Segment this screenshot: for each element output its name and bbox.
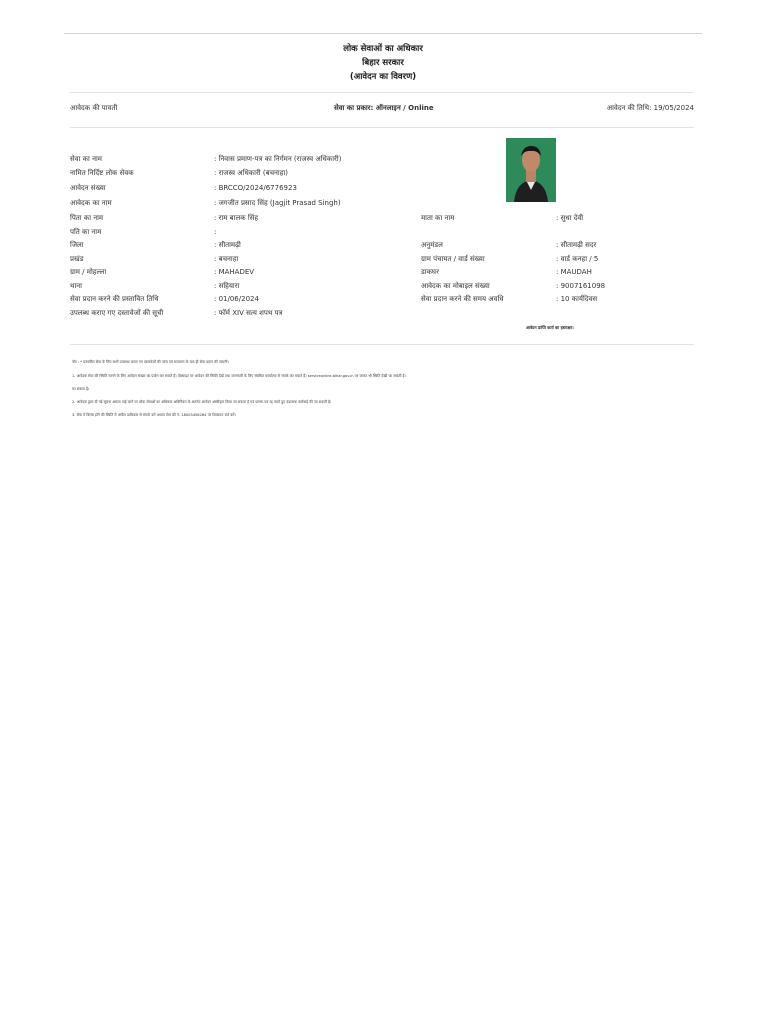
field-label: अनुमंडल bbox=[421, 241, 443, 249]
field-value: : BRCCO/2024/6776923 bbox=[214, 184, 297, 192]
applicant-photo-image bbox=[506, 138, 556, 202]
field-value: : सुधा देवी bbox=[556, 214, 584, 222]
field-label: ग्राम पंचायत / वार्ड संख्या bbox=[421, 255, 485, 263]
application-date: आवेदन की तिथि: 19/05/2024 bbox=[606, 104, 694, 112]
note-line: 2. आवेदक द्वारा दी गई सूचना असत्य पाई जाने पर लोक सेवाओं का अधिकार अधिनियम के अंतर्गत आवेदन अस्वीकृत किया जा सकता है एवं प्रमाण-पत्र रद्द करते हुए दंडात्मक कार्रवाई की जा सकती है। bbox=[72, 400, 332, 404]
field-label: डाकघर bbox=[421, 268, 439, 276]
divider bbox=[70, 127, 694, 128]
field-value: : बचनाहा bbox=[214, 255, 239, 263]
header-line-2: बिहार सरकार bbox=[362, 58, 404, 68]
field-value: : फॉर्म XIV सत्य शपथ पत्र bbox=[214, 309, 283, 317]
service-type: सेवा का प्रकार: ऑनलाइन / Online bbox=[334, 104, 434, 112]
field-label: प्रखंड bbox=[70, 255, 84, 263]
note-line: 1. आवेदक सेवा की स्थिति जानने के लिए आवेदन संख्या का प्रयोग कर सकते हैं। वेबसाइट पर आवेदन की स्थिति देखें तथा जानकारी के लिए संबंधित कार्यालय से संपर्क कर सकते हैं। serviceonline.bihar.gov.in पर जाकर भी स्थिति देखी जा सकती है। bbox=[72, 374, 406, 378]
note-line: का सकता है। bbox=[72, 387, 90, 391]
field-label: सेवा का नाम bbox=[70, 155, 102, 163]
field-label: नामित निर्दिष्ट लोक सेवक bbox=[70, 169, 134, 177]
field-value: : सीतामढ़ी bbox=[214, 241, 241, 249]
field-value: : 01/06/2024 bbox=[214, 295, 259, 303]
field-value: : 10 कार्यदिवस bbox=[556, 295, 598, 303]
signature-label: आवेदन प्राप्ति कर्ता का हस्ताक्षर। bbox=[526, 325, 574, 330]
header-line-3: (आवेदन का विवरण) bbox=[349, 72, 417, 82]
field-value: : जगजीत प्रसाद सिंह (Jagjit Prasad Singh) bbox=[214, 199, 341, 207]
field-value: : राजस्व अधिकारी (बचनाहा) bbox=[214, 169, 288, 177]
field-label: पति का नाम bbox=[70, 228, 102, 236]
receipt-label: आवेदक की पावती bbox=[70, 104, 118, 112]
field-value: : MAHADEV bbox=[214, 268, 255, 276]
field-value: : वार्ड कनहा / 5 bbox=[556, 255, 599, 263]
field-label: आवेदक का नाम bbox=[70, 199, 112, 207]
field-value: : सहियारा bbox=[214, 282, 240, 290]
field-label: माता का नाम bbox=[421, 214, 455, 222]
field-label: थाना bbox=[70, 282, 82, 290]
field-label: सेवा प्रदान करने की समय अवधि bbox=[421, 295, 504, 303]
top-divider bbox=[64, 33, 702, 34]
field-label: ग्राम / मोहल्ला bbox=[70, 268, 107, 276]
field-value: : 9007161098 bbox=[556, 282, 606, 290]
field-label: उपलब्ध कराए गए दस्तावेजों की सूची bbox=[70, 309, 164, 317]
field-label: आवेदक का मोबाइल संख्या bbox=[421, 282, 490, 290]
header-line-1: लोक सेवाओं का अधिकार bbox=[343, 44, 423, 54]
field-value: : सीतामढ़ी सदर bbox=[556, 241, 597, 249]
field-label: आवेदन संख्या bbox=[70, 184, 106, 192]
field-value: : bbox=[214, 228, 217, 236]
note-line: नोट : * प्रस्तावित सेवा के लिए सभी उपलब्ध कराए गए दस्तावेज़ों की जांच एवं सत्यापन के बाद ही सेवा प्रदान की जाएगी। bbox=[72, 360, 229, 364]
field-label: जिला bbox=[70, 241, 84, 249]
field-label: पिता का नाम bbox=[70, 214, 104, 222]
applicant-photo bbox=[506, 138, 556, 202]
document-header bbox=[64, 42, 702, 84]
field-value: : MAUDAH bbox=[556, 268, 592, 276]
divider bbox=[70, 92, 694, 93]
note-line: 3. सेवा में विलंब होने की स्थिति में अपील प्राधिकार से संपर्क करें अथवा टोल फ्री नं. 18003456284 पर शिकायत दर्ज करें। bbox=[72, 413, 236, 417]
field-value: : राम बालक सिंह bbox=[214, 214, 259, 222]
divider bbox=[70, 344, 694, 345]
field-label: सेवा प्रदान करने की प्रस्तावित तिथि bbox=[70, 295, 159, 303]
field-value: : निवास प्रमाण-पत्र का निर्गमन (राजस्व अधिकारी) bbox=[214, 155, 342, 163]
